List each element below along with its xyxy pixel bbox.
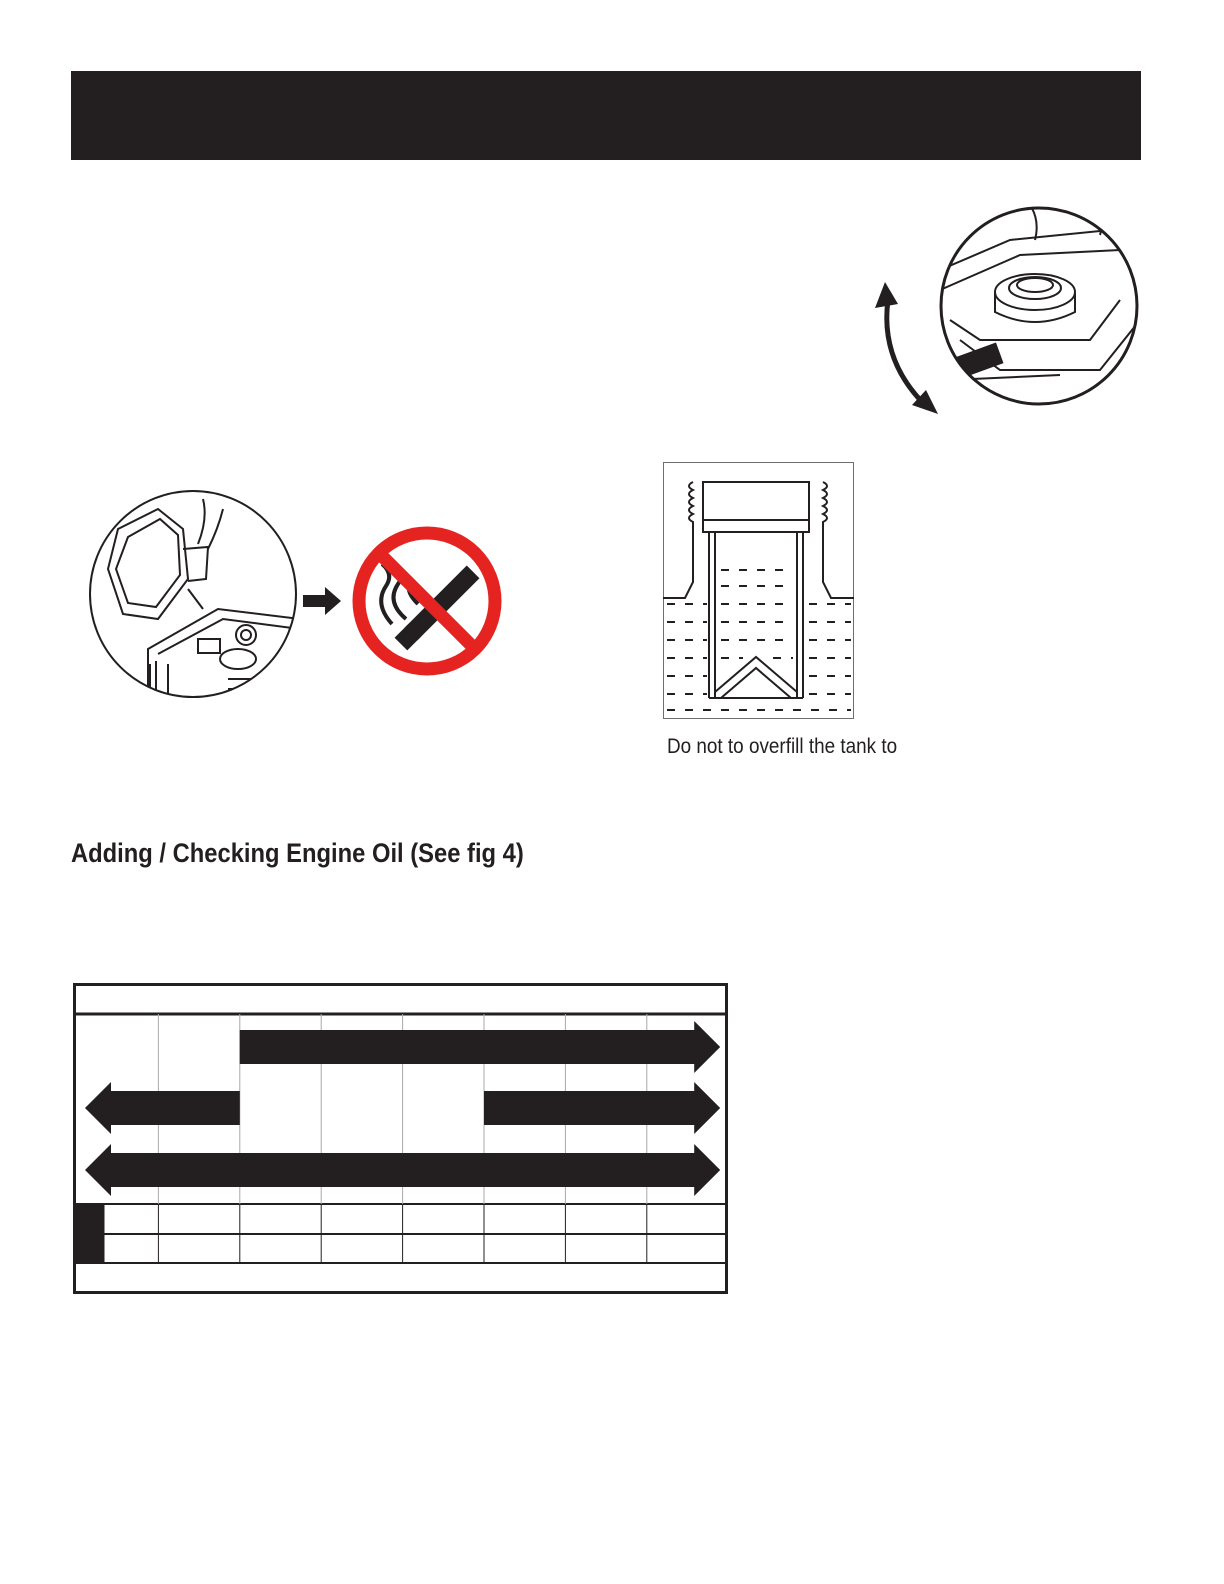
- header-bar: [71, 71, 1141, 160]
- fuel-cap-rotate-icon: [860, 200, 1150, 430]
- arrow-right-icon: [303, 587, 343, 615]
- no-smoking-icon: [350, 524, 504, 678]
- oil-temperature-chart: [73, 983, 729, 1295]
- tank-caption: Do not to overfill the tank to: [667, 735, 898, 758]
- chart-marker-block: [75, 1204, 105, 1263]
- section-heading: Adding / Checking Engine Oil (See fig 4): [71, 838, 524, 868]
- fuel-level-diagram-icon: [663, 462, 855, 720]
- refuel-can-icon: [88, 489, 300, 701]
